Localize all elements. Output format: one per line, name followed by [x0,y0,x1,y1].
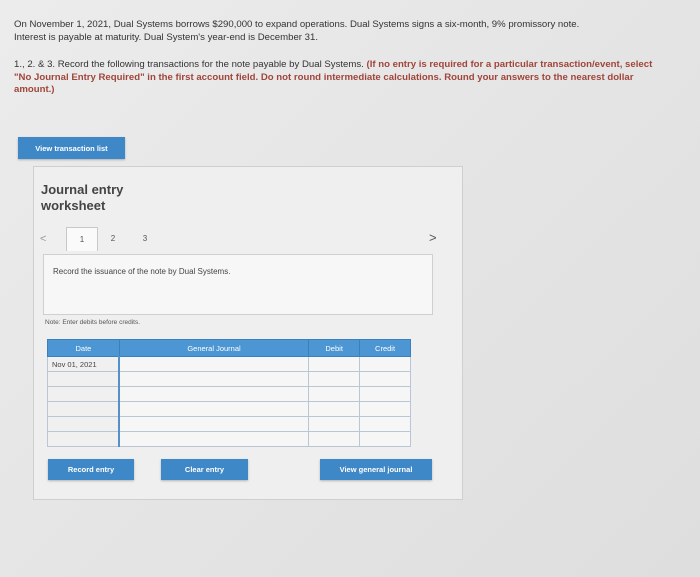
table-row [48,402,411,417]
debit-field[interactable] [309,357,360,372]
worksheet-title-line-1: Journal entry [41,182,124,197]
instructions-emphasis: (If no entry is required for a particular transaction/event, select "No Journal Entry Required" in the first account field. Do not round intermediate calculations. Round your answers to the nearest dollar amount.) [14,59,653,95]
worksheet-title [41,182,123,214]
credit-field[interactable] [360,387,411,402]
date-cell [48,372,120,387]
debit-credit-note: Note: Enter debits before credits. [45,319,141,326]
date-cell [48,402,120,417]
account-field[interactable] [119,402,308,417]
credit-column-header: Credit [360,340,411,357]
step-tab-1[interactable]: 1 [66,227,98,251]
clear-entry-button[interactable]: Clear entry [161,459,248,480]
view-transaction-list-button[interactable]: View transaction list [18,137,125,159]
credit-field[interactable] [360,402,411,417]
debit-column-header: Debit [309,340,360,357]
table-row [48,432,411,447]
date-cell [48,387,120,402]
date-cell [48,417,120,432]
prev-arrow-icon[interactable]: < [40,233,47,245]
account-field[interactable] [119,387,308,402]
worksheet-title-line-2: worksheet [41,198,106,213]
table-row [48,417,411,432]
account-field[interactable] [119,432,308,447]
debit-field[interactable] [309,372,360,387]
date-cell [48,432,120,447]
date-cell: Nov 01, 2021 [48,357,120,372]
credit-field[interactable] [360,372,411,387]
table-row [48,357,411,372]
debit-field[interactable] [309,387,360,402]
step-tab-3[interactable]: 3 [142,234,148,243]
transaction-description [43,254,433,315]
transaction-description-text: Record the issuance of the note by Dual Systems. [53,267,231,276]
debit-field[interactable] [309,432,360,447]
record-entry-button[interactable]: Record entry [48,459,134,480]
intro-line-2: Interest is payable at maturity. Dual System's year-end is December 31. [14,31,318,43]
problem-intro [14,19,674,44]
table-row [48,387,411,402]
instructions [14,59,654,97]
debit-field[interactable] [309,402,360,417]
account-field[interactable] [119,417,308,432]
table-row [48,372,411,387]
credit-field[interactable] [360,417,411,432]
view-general-journal-button[interactable]: View general journal [320,459,432,480]
credit-field[interactable] [360,432,411,447]
next-arrow-icon[interactable]: > [429,230,437,245]
date-column-header: Date [48,340,120,357]
account-column-header: General Journal [119,340,308,357]
journal-entry-worksheet [33,166,463,500]
intro-line-1: On November 1, 2021, Dual Systems borrows $290,000 to expand operations. Dual Systems signs a six-month, 9% promissory note. [14,19,580,30]
general-journal-table [47,339,411,447]
account-field[interactable] [119,357,308,372]
instructions-text: 1., 2. & 3. Record the following transactions for the note payable by Dual Systems. [14,59,367,70]
credit-field[interactable] [360,357,411,372]
step-tab-2[interactable]: 2 [110,234,116,243]
debit-field[interactable] [309,417,360,432]
account-field[interactable] [119,372,308,387]
